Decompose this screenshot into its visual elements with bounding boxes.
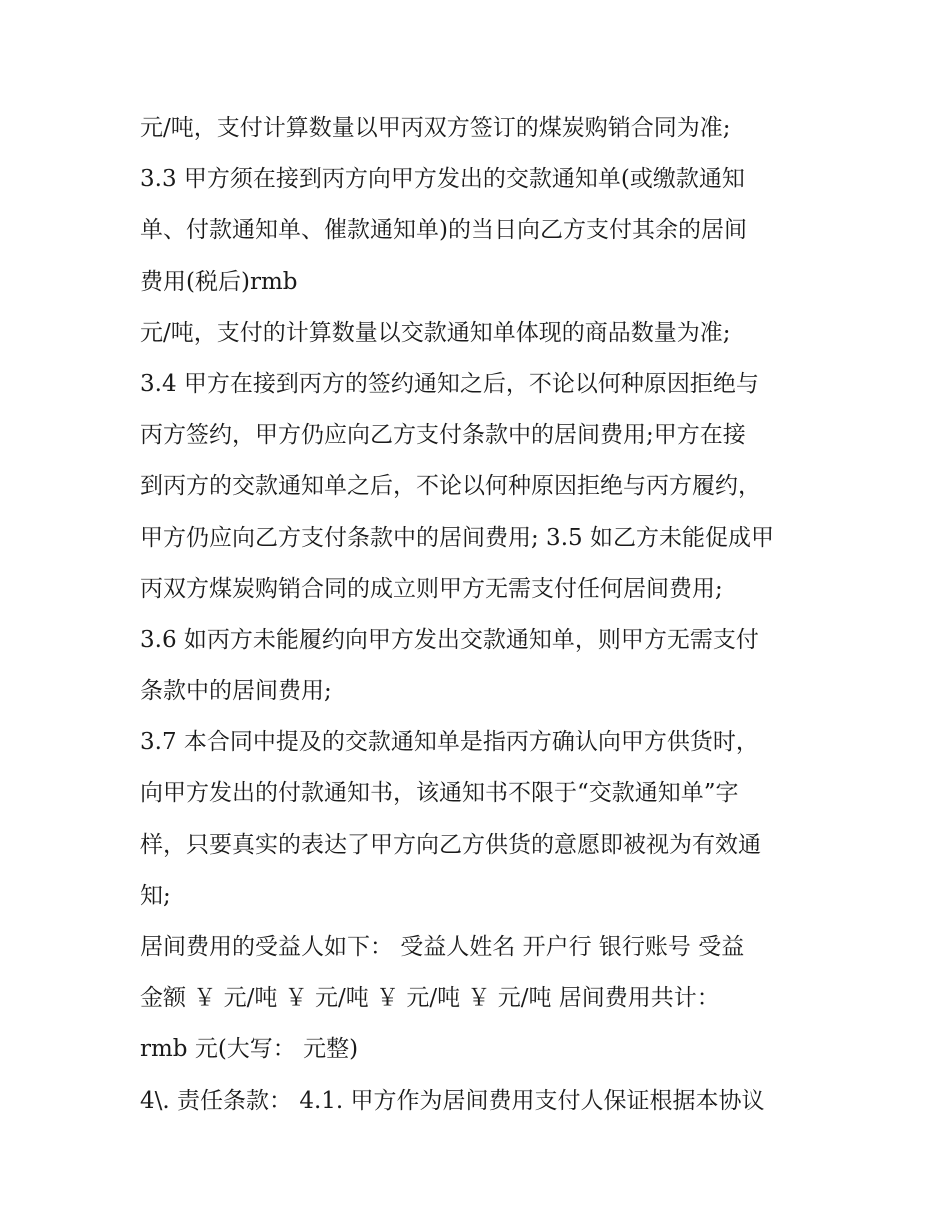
text-line: 知; (140, 882, 171, 909)
text-line: 条款中的居间费用; (140, 678, 332, 705)
text-line: 元/吨，支付的计算数量以交款通知单体现的商品数量为准; (140, 319, 731, 346)
text-line: 4\. 责任条款： 4.1. 甲方作为居间费用支付人保证根据本协议 (140, 1087, 765, 1114)
text-line: 3.3 甲方须在接到丙方向甲方发出的交款通知单(或缴款通知 (140, 166, 745, 193)
text-line: 丙方签约，甲方仍应向乙方支付条款中的居间费用;甲方在接 (140, 422, 746, 449)
text-line: 元/吨，支付计算数量以甲丙双方签订的煤炭购销合同为准; (140, 115, 731, 141)
contract-text (140, 103, 830, 1127)
text-line: 单、付款通知单、催款通知单)的当日向乙方支付其余的居间 (140, 217, 747, 244)
text-line: 费用(税后)rmb (140, 268, 298, 295)
text-line: 居间费用的受益人如下： 受益人姓名 开户行 银行账号 受益 (140, 934, 745, 960)
text-line: 到丙方的交款通知单之后，不论以何种原因拒绝与丙方履约， (140, 473, 761, 500)
text-line: 金额 ￥ 元/吨 ￥ 元/吨 ￥ 元/吨 ￥ 元/吨 居间费用共计： (140, 985, 720, 1012)
text-line: 3.7 本合同中提及的交款通知单是指丙方确认向甲方供货时， (140, 729, 759, 756)
text-line: 向甲方发出的付款通知书，该通知书不限于“交款通知单”字 (140, 780, 739, 807)
text-line: 3.6 如丙方未能履约向甲方发出交款通知单，则甲方无需支付 (140, 626, 759, 653)
text-line: rmb 元(大写： 元整) (140, 1036, 359, 1063)
text-line: 3.4 甲方在接到丙方的签约通知之后，不论以何种原因拒绝与 (140, 370, 759, 397)
text-line: 样，只要真实的表达了甲方向乙方供货的意愿即被视为有效通 (140, 831, 761, 858)
text-line: 甲方仍应向乙方支付条款中的居间费用; 3.5 如乙方未能促成甲 (140, 524, 774, 551)
text-line: 丙双方煤炭购销合同的成立则甲方无需支付任何居间费用; (140, 575, 723, 602)
